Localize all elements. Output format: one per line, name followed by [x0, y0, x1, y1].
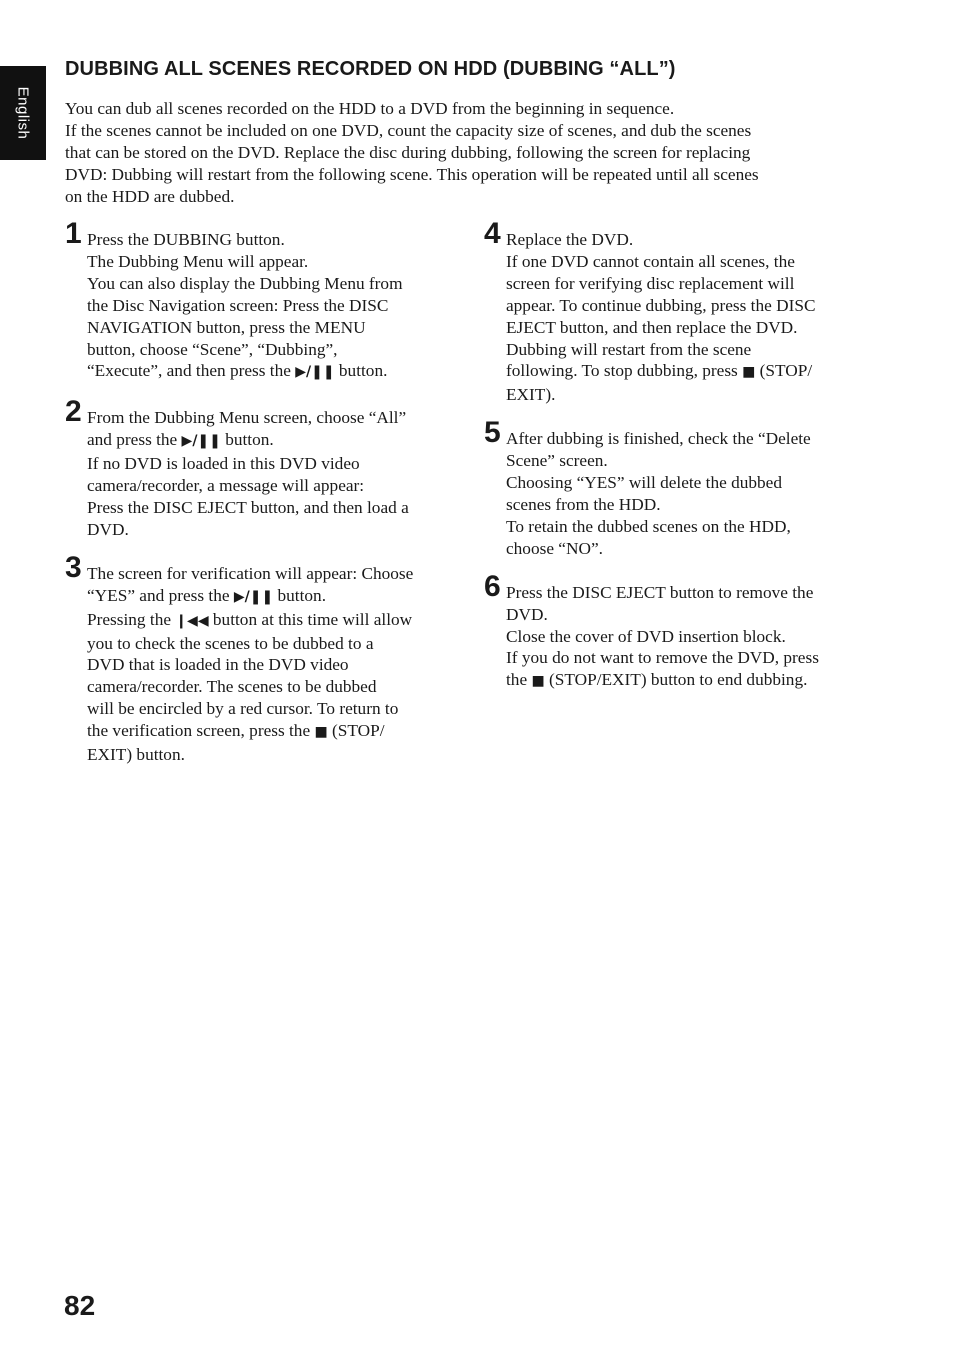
step-line: camera/recorder, a message will appear: [87, 476, 365, 496]
intro-line: You can dub all scenes recorded on the HDD to a DVD from the beginning in sequence. [65, 99, 675, 118]
step-line: From the Dubbing Menu screen, choose “All” [87, 408, 407, 428]
step-line: The Dubbing Menu will appear. [87, 251, 309, 271]
step-line: The screen for verification will appear: Choose [87, 563, 414, 583]
steps-column-left [65, 217, 457, 766]
step-line-text: “YES” and press the [87, 585, 234, 605]
step-2 [65, 395, 457, 540]
step-number: 2 [65, 395, 82, 429]
step-line: button, choose “Scene”, “Dubbing”, [87, 339, 338, 359]
step-line-text: and press the [87, 430, 182, 450]
step-line-text: button at this time will allow [208, 609, 413, 629]
step-line [506, 360, 874, 384]
step-line: Press the DISC EJECT button, and then load a [87, 497, 409, 517]
step-line: Press the DISC EJECT button to remove the [506, 582, 814, 602]
step-line-text: (STOP/ [327, 721, 385, 741]
stop-icon: ■ [742, 364, 756, 381]
step-line: Choosing “YES” will delete the dubbed [506, 473, 782, 493]
step-body [506, 220, 874, 406]
step-number: 5 [484, 416, 501, 450]
step-body [506, 419, 874, 559]
step-line [506, 669, 874, 693]
step-line-text: button. [220, 430, 274, 450]
step-1 [65, 217, 457, 384]
step-line-text: “Execute”, and then press the [87, 361, 296, 381]
step-line-text: the [506, 670, 532, 690]
step-line: DVD. [87, 519, 129, 539]
step-line: If one DVD cannot contain all scenes, the [506, 251, 795, 271]
step-line [87, 585, 457, 609]
step-line-text: (STOP/ [755, 361, 813, 381]
step-line: If you do not want to remove the DVD, press [506, 648, 819, 668]
step-line: If no DVD is loaded in this DVD video [87, 454, 360, 474]
step-line: DVD. [506, 604, 548, 624]
step-line [87, 429, 457, 453]
step-number: 3 [65, 550, 82, 584]
step-line: You can also display the Dubbing Menu from [87, 273, 403, 293]
step-body [87, 398, 457, 540]
step-line-text: the verification screen, press the [87, 721, 315, 741]
step-line: will be encircled by a red cursor. To return to [87, 699, 399, 719]
intro-paragraph [65, 98, 875, 208]
step-line [87, 360, 457, 384]
section-title: DUBBING ALL SCENES RECORDED ON HDD (DUBBING “ALL”) [65, 58, 676, 80]
step-body [87, 220, 457, 384]
stop-icon: ■ [531, 673, 545, 690]
step-line: screen for verifying disc replacement will [506, 273, 795, 293]
step-number: 4 [484, 217, 501, 250]
step-line: the Disc Navigation screen: Press the DISC [87, 295, 389, 315]
stop-icon: ■ [314, 724, 328, 741]
step-4 [484, 217, 874, 406]
play-pause-icon: ▶/❚❚ [295, 364, 335, 381]
intro-line: that can be stored on the DVD. Replace the disc during dubbing, following the screen for replacing [65, 143, 751, 162]
step-line: Scene” screen. [506, 451, 608, 471]
step-number: 6 [484, 569, 501, 603]
step-line: DVD that is loaded in the DVD video [87, 655, 349, 675]
step-line: Close the cover of DVD insertion block. [506, 626, 786, 646]
step-line [87, 609, 457, 633]
intro-line: If the scenes cannot be included on one DVD, count the capacity size of scenes, and dub the scenes [65, 121, 752, 140]
step-line-text: button. [273, 585, 327, 605]
step-line: EJECT button, and then replace the DVD. [506, 317, 798, 337]
step-line [87, 720, 457, 744]
step-line: NAVIGATION button, press the MENU [87, 317, 366, 337]
language-tab-label: English [14, 86, 32, 140]
intro-line: on the HDD are dubbed. [65, 187, 235, 206]
intro-line: DVD: Dubbing will restart from the following scene. This operation will be repeated until all scenes [65, 165, 759, 184]
step-line-text: following. To stop dubbing, press [506, 361, 743, 381]
step-6 [484, 569, 874, 694]
play-pause-icon: ▶/❚❚ [233, 588, 274, 605]
step-line: Dubbing will restart from the scene [506, 339, 752, 359]
step-line: To retain the dubbed scenes on the HDD, [506, 516, 791, 536]
step-line-text: (STOP/EXIT) button to end dubbing. [544, 670, 808, 690]
language-tab [0, 66, 46, 160]
step-line: camera/recorder. The scenes to be dubbed [87, 677, 377, 697]
step-line: After dubbing is finished, check the “Delete [506, 429, 811, 449]
step-line: Press the DUBBING button. [87, 230, 285, 249]
step-line: scenes from the HDD. [506, 494, 661, 514]
step-5 [484, 416, 874, 559]
step-body [87, 554, 457, 766]
step-line: EXIT). [506, 385, 556, 405]
step-body [506, 573, 874, 694]
step-line: EXIT) button. [87, 745, 185, 765]
step-number: 1 [65, 217, 82, 250]
play-pause-icon: ▶/❚❚ [181, 433, 221, 450]
steps-column-right [484, 217, 874, 693]
step-3 [65, 550, 457, 766]
step-line: appear. To continue dubbing, press the DISC [506, 295, 816, 315]
step-line-text: button. [334, 361, 388, 381]
skip-back-icon: ❙◀◀ [175, 612, 209, 629]
step-line: you to check the scenes to be dubbed to a [87, 633, 374, 653]
step-line-text: Pressing the [87, 609, 176, 629]
step-line: Replace the DVD. [506, 230, 634, 249]
page-number: 82 [64, 1290, 96, 1321]
step-line: choose “NO”. [506, 538, 603, 558]
